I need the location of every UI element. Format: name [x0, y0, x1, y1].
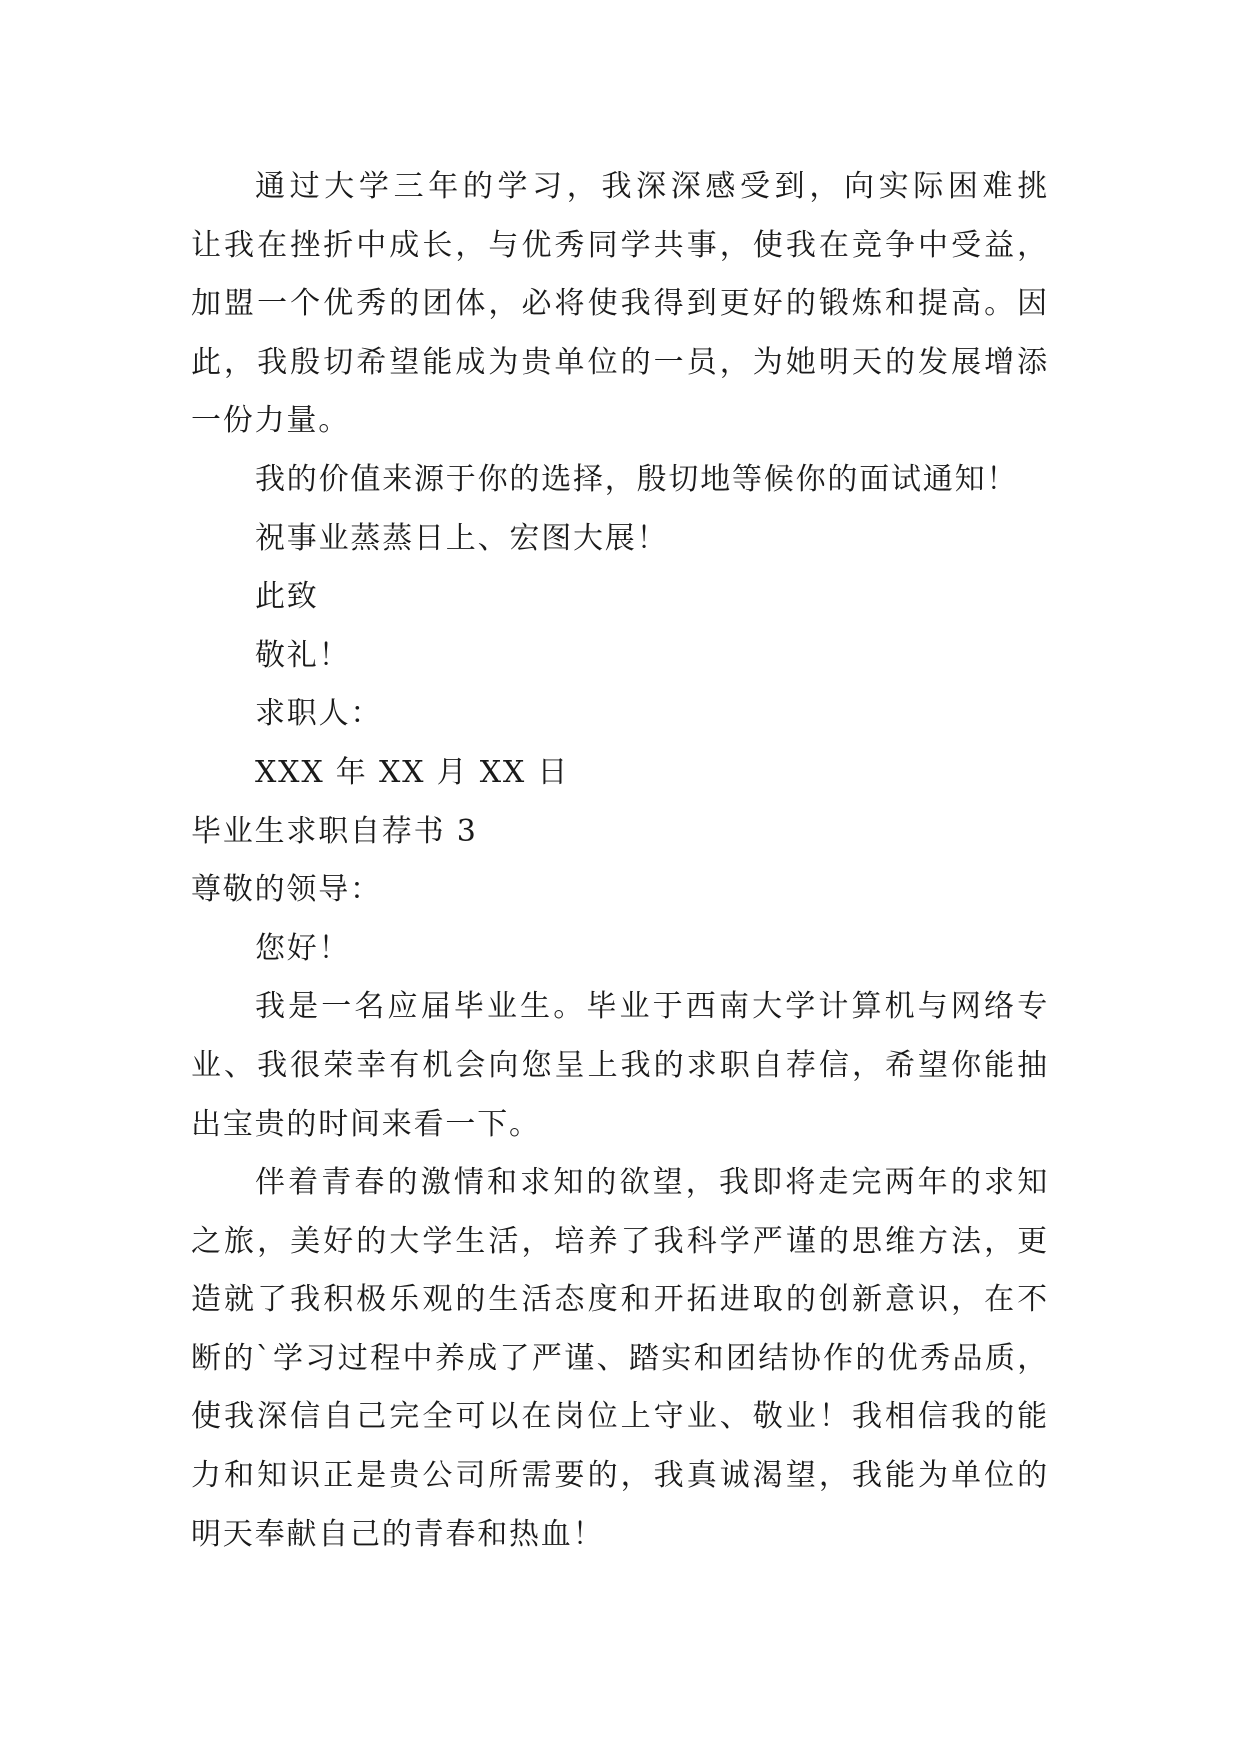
text-line: 出宝贵的时间来看一下。 [191, 1106, 541, 1142]
text-line: 我是一名应届毕业生。毕业于西南大学计算机与网络专 [255, 989, 1049, 1025]
text-line: 之旅，美好的大学生活，培养了我科学严谨的思维方法，更 [191, 1223, 1049, 1259]
text-line: 一份力量。 [191, 403, 350, 439]
text-line: 造就了我积极乐观的生活态度和开拓进取的创新意识，在不 [191, 1282, 1049, 1318]
closing-regards: 敬礼！ [255, 637, 351, 673]
text-line: 加盟一个优秀的团体，必将使我得到更好的锻炼和提高。因 [191, 286, 1049, 322]
closing-salutation: 此致 [255, 579, 319, 615]
applicant-signature: 求职人： [255, 696, 383, 732]
letter-date: XXX 年 XX 月 XX 日 [255, 754, 570, 790]
text-line: 断的`学习过程中养成了严谨、踏实和团结协作的优秀品质， [191, 1340, 1049, 1376]
document-page [191, 158, 1049, 1564]
text-line: 明天奉献自己的青春和热血！ [191, 1516, 605, 1552]
greeting: 您好！ [255, 930, 351, 966]
section-title: 毕业生求职自荐书 3 [191, 813, 478, 849]
text-line: 力和知识正是贵公司所需要的，我真诚渴望，我能为单位的 [191, 1458, 1049, 1494]
text-line: 此，我殷切希望能成为贵单位的一员，为她明天的发展增添 [191, 344, 1049, 380]
letter-salutation: 尊敬的领导： [191, 872, 382, 908]
text-line: 伴着青春的激情和求知的欲望，我即将走完两年的求知 [255, 1165, 1049, 1201]
text-line: 使我深信自己完全可以在岗位上守业、敬业！我相信我的能 [191, 1399, 1049, 1435]
text-line: 业、我很荣幸有机会向您呈上我的求职自荐信，希望你能抽 [191, 1047, 1049, 1083]
text-line: 让我在挫折中成长，与优秀同学共事，使我在竞争中受益， [191, 227, 1049, 263]
text-line: 祝事业蒸蒸日上、宏图大展！ [255, 520, 669, 556]
text-line: 通过大学三年的学习，我深深感受到，向实际困难挑 [255, 169, 1049, 204]
text-line: 我的价值来源于你的选择，殷切地等候你的面试通知！ [255, 461, 1019, 497]
